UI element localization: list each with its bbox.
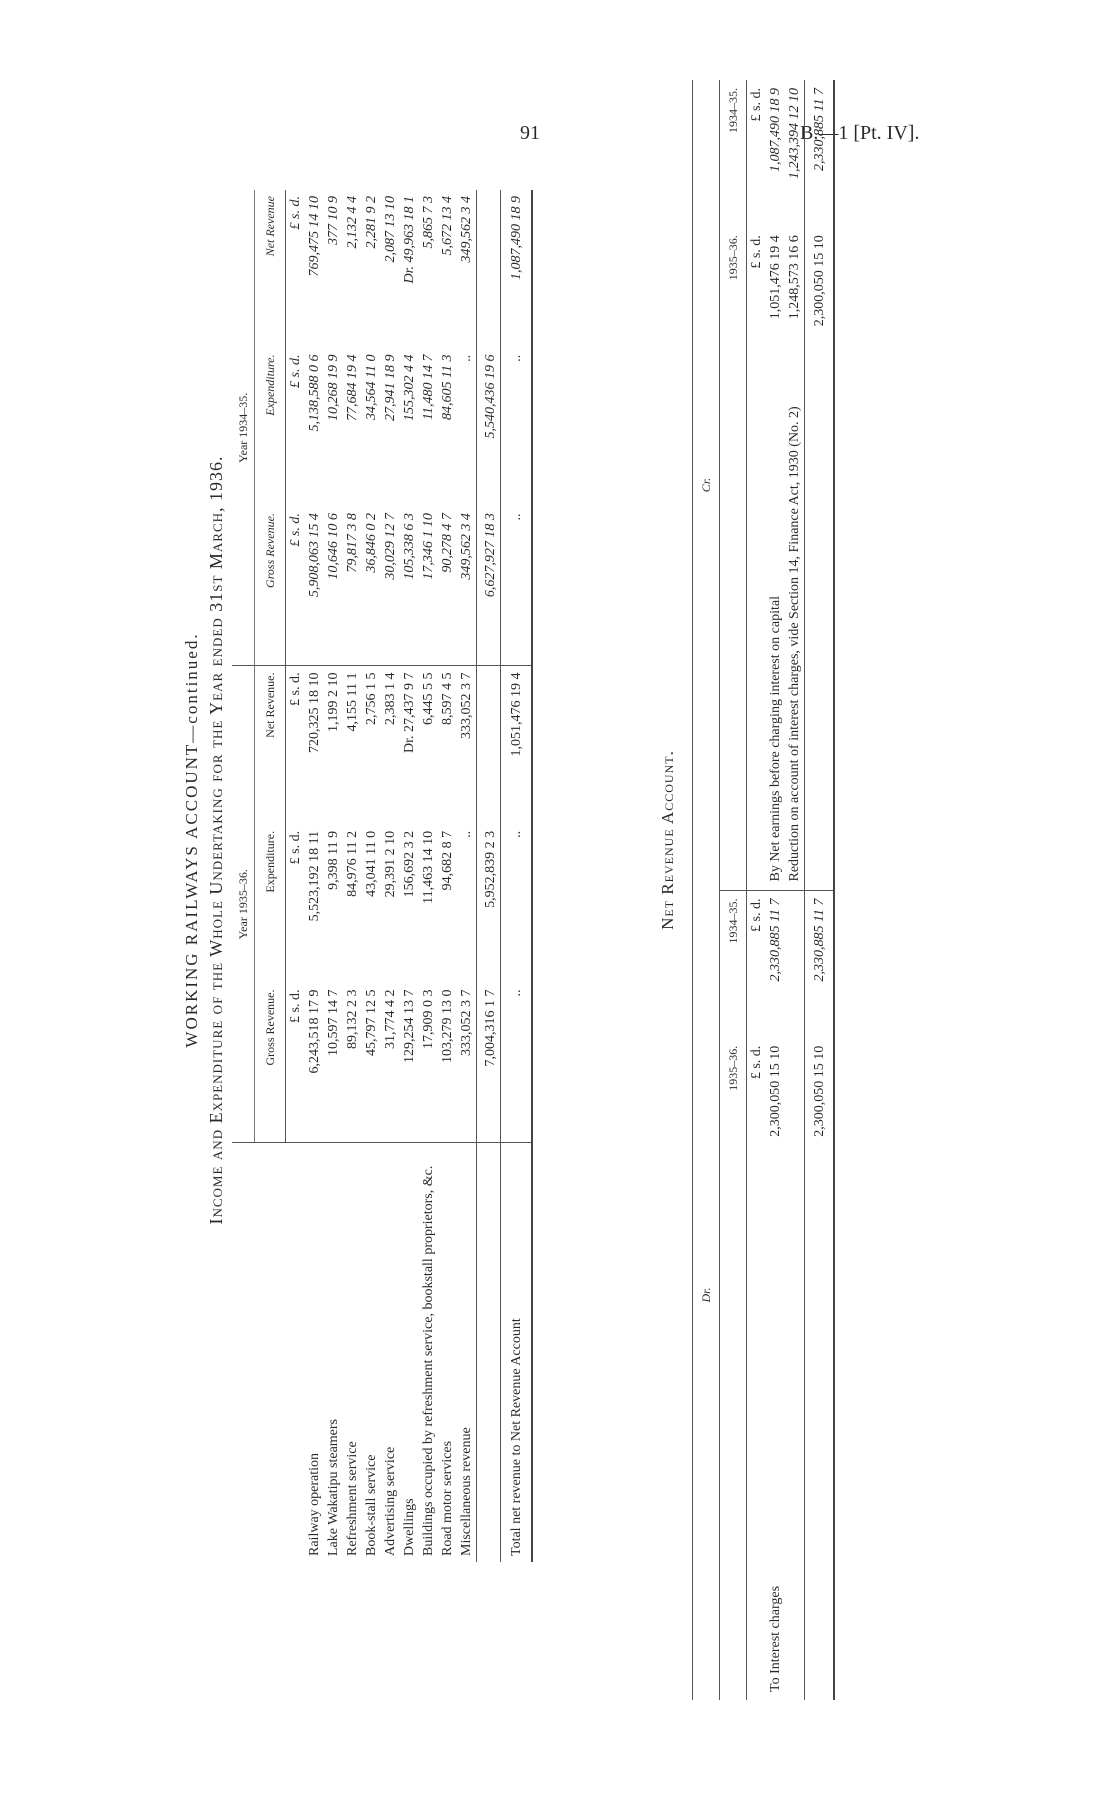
row-value: 10,268 19 9 xyxy=(326,354,341,421)
row-value: 45,797 12 5 xyxy=(364,989,379,1057)
row-value: 2,383 1 4 xyxy=(381,666,400,825)
row-value: .. xyxy=(459,354,474,362)
row-value: 29,391 2 10 xyxy=(383,830,398,898)
dr-label-head xyxy=(720,1185,747,1700)
grand-value: .. xyxy=(501,348,533,507)
interest-charges-1935: 2,300,050 15 10 xyxy=(768,1045,783,1137)
total-value: 5,952,839 2 3 xyxy=(477,825,501,984)
row-value: 5,908,063 15 4 xyxy=(307,513,322,598)
row-value: 1,199 2 10 xyxy=(324,666,343,825)
dr-total-1934: 2,330,885 11 7 xyxy=(805,890,835,1038)
unit-row-label xyxy=(286,1142,306,1562)
grand-total-row xyxy=(501,190,533,1562)
totals-row xyxy=(477,190,501,1562)
row-value: 349,562 3 4 xyxy=(459,196,474,263)
net-earnings-1934: 1,087,490 18 9 xyxy=(768,88,783,172)
dr-year-1935: 1935–36. xyxy=(720,1038,747,1185)
row-value: 43,041 11 0 xyxy=(364,830,379,897)
cr-unit-1935: £ s. d. xyxy=(749,235,764,269)
row-value: 11,463 14 10 xyxy=(421,830,436,904)
row-value: 10,597 14 7 xyxy=(326,989,341,1057)
dr-label: Dr. xyxy=(698,1287,713,1303)
row-value: 4,155 11 1 xyxy=(343,666,362,825)
row-value: 333,052 3 7 xyxy=(459,989,474,1057)
dr-total-1935: 2,300,050 15 10 xyxy=(805,1038,835,1185)
row-value: 79,817 3 8 xyxy=(345,513,360,573)
table-row xyxy=(457,190,477,1562)
page-number: 91 xyxy=(520,122,540,144)
col-gross-1934: Gross Revenue. xyxy=(255,507,286,666)
grand-value: .. xyxy=(501,984,533,1143)
dr-year-1934: 1934–35. xyxy=(720,890,747,1038)
table-row xyxy=(362,190,381,1562)
label-column-head xyxy=(232,1142,286,1562)
totals-label xyxy=(477,1142,501,1562)
dr-unit-1935: £ s. d. xyxy=(749,1045,764,1080)
col-exp-1934: Expenditure. xyxy=(255,348,286,507)
income-rows xyxy=(286,190,533,1562)
row-value: 333,052 3 7 xyxy=(457,666,477,825)
row-value: 5,865 7 3 xyxy=(421,196,436,249)
row-label: Advertising service xyxy=(381,1142,400,1562)
net-revenue-account-table xyxy=(692,80,835,1700)
row-label: Refreshment service xyxy=(343,1142,362,1562)
net-revenue-title: Net Revenue Account. xyxy=(658,750,677,930)
grand-value: 1,087,490 18 9 xyxy=(501,190,533,348)
row-label: Miscellaneous revenue xyxy=(457,1142,477,1562)
row-label: Buildings occupied by refreshment service, bookstall proprietors, &c. xyxy=(419,1142,438,1562)
interest-charges-label: To Interest charges xyxy=(768,1585,783,1692)
row-value: 17,909 0 3 xyxy=(421,989,436,1050)
row-value: 31,774 4 2 xyxy=(383,989,398,1050)
net-earnings-label: By Net earnings before charging interest on capital xyxy=(768,596,783,882)
row-value: 11,480 14 7 xyxy=(421,354,436,420)
unit-row xyxy=(286,190,306,1562)
cr-head xyxy=(693,80,720,890)
unit-cell: £ s. d. xyxy=(288,989,303,1023)
table-row xyxy=(381,190,400,1562)
unit-cell: £ s. d. xyxy=(288,513,303,547)
income-expenditure-table xyxy=(232,190,533,1562)
row-value: 156,692 3 2 xyxy=(402,830,417,898)
table-row xyxy=(400,190,419,1562)
row-value: 8,597 4 5 xyxy=(438,666,457,825)
row-value: 90,278 4 7 xyxy=(440,513,455,573)
row-value: 2,281 9 2 xyxy=(364,196,379,249)
col-net-1934: Net Revenue xyxy=(255,190,286,348)
table-row xyxy=(438,190,457,1562)
net-earnings-1935: 1,051,476 19 4 xyxy=(768,235,783,320)
row-value: 2,756 1 5 xyxy=(362,666,381,825)
row-value: 77,684 19 4 xyxy=(345,354,360,421)
total-value: 5,540,436 19 6 xyxy=(477,348,501,507)
total-value: 6,627,927 18 3 xyxy=(477,507,501,666)
dr-unit-1934: £ s. d. xyxy=(747,890,767,1038)
row-value: 769,475 14 10 xyxy=(307,196,322,277)
unit-cell: £ s. d. xyxy=(286,666,306,825)
col-gross-1935: Gross Revenue. xyxy=(255,984,286,1143)
table-row xyxy=(419,190,438,1562)
row-value: 5,672 13 4 xyxy=(440,196,455,256)
row-value: 10,646 10 6 xyxy=(326,513,341,580)
row-value: 27,941 18 9 xyxy=(383,354,398,421)
unit-cell: £ s. d. xyxy=(288,354,303,388)
cr-year-1935: 1935–36. xyxy=(720,227,747,374)
grand-value: 1,051,476 19 4 xyxy=(501,666,533,825)
row-value: 129,254 13 7 xyxy=(402,989,417,1064)
rotated-page xyxy=(60,0,1114,1800)
table-row xyxy=(305,190,324,1562)
row-value: 94,682 8 7 xyxy=(440,830,455,891)
row-value: 34,564 11 0 xyxy=(364,354,379,420)
row-value: 6,445 5 5 xyxy=(419,666,438,825)
main-title: WORKING RAILWAYS ACCOUNT—continued. xyxy=(182,632,201,1048)
row-value: 36,846 0 2 xyxy=(364,513,379,573)
table-row xyxy=(324,190,343,1562)
row-value: .. xyxy=(459,830,474,838)
col-net-1935: Net Revenue. xyxy=(255,666,286,825)
reduction-label: Reduction on account of interest charges, vide Section 14, Finance Act, 1930 (No. 2) xyxy=(787,406,802,882)
row-label: Lake Wakatipu steamers xyxy=(324,1142,343,1562)
grand-value: .. xyxy=(501,825,533,984)
total-value xyxy=(477,666,501,825)
unit-cell: £ s. d. xyxy=(288,830,303,865)
year-head-1935: Year 1935–36. xyxy=(232,666,255,1142)
grand-total-label: Total net revenue to Net Revenue Account xyxy=(501,1142,533,1562)
row-label: Road motor services xyxy=(438,1142,457,1562)
row-value: Dr. 49,963 18 1 xyxy=(402,196,417,284)
row-value: 84,605 11 3 xyxy=(440,354,455,420)
row-value: 155,302 4 4 xyxy=(402,354,417,421)
total-value: 7,004,316 1 7 xyxy=(477,984,501,1143)
cr-total-1935: 2,300,050 15 10 xyxy=(805,227,835,374)
reduction-1935: 1,248,573 16 6 xyxy=(787,235,802,320)
total-value xyxy=(477,190,501,348)
cr-label-head xyxy=(720,374,747,890)
dr-head xyxy=(693,890,720,1700)
reduction-1934: 1,243,394 12 10 xyxy=(787,88,802,179)
cr-total-1934: 2,330,885 11 7 xyxy=(805,80,835,227)
row-value: 89,132 2 3 xyxy=(345,989,360,1050)
interest-charges-1934: 2,330,885 11 7 xyxy=(766,890,785,1038)
row-label: Book-stall service xyxy=(362,1142,381,1562)
page-reference: B.—1 [Pt. IV]. xyxy=(800,122,920,144)
cr-unit-1934: £ s. d. xyxy=(749,88,764,122)
cr-year-1934: 1934–35. xyxy=(720,80,747,227)
row-label: Railway operation xyxy=(305,1142,324,1562)
row-value: 30,029 12 7 xyxy=(383,513,398,580)
year-head-1934: Year 1934–35. xyxy=(232,190,255,666)
row-value: 720,325 18 10 xyxy=(305,666,324,825)
grand-value: .. xyxy=(501,507,533,666)
income-title: Income and Expenditure of the Whole Undertaking for the Year ended 31st March, 1936. xyxy=(206,455,226,1225)
row-value: 5,523,192 18 11 xyxy=(307,830,322,922)
row-value: 6,243,518 17 9 xyxy=(307,989,322,1074)
cr-label: Cr. xyxy=(698,477,713,493)
table-row xyxy=(343,190,362,1562)
row-value: 84,976 11 2 xyxy=(345,830,360,897)
col-exp-1935: Expenditure. xyxy=(255,825,286,984)
row-value: 349,562 3 4 xyxy=(459,513,474,580)
row-label: Dwellings xyxy=(400,1142,419,1562)
row-value: 9,398 11 9 xyxy=(326,830,341,890)
unit-cell: £ s. d. xyxy=(288,196,303,230)
row-value: 103,279 13 0 xyxy=(440,989,455,1064)
row-value: 2,132 4 4 xyxy=(345,196,360,249)
row-value: 17,346 1 10 xyxy=(421,513,436,580)
row-value: 377 10 9 xyxy=(326,196,341,245)
row-value: 5,138,588 0 6 xyxy=(307,354,322,432)
row-value: Dr. 27,437 9 7 xyxy=(400,666,419,825)
row-value: 2,087 13 10 xyxy=(383,196,398,263)
row-value: 105,338 6 3 xyxy=(402,513,417,580)
